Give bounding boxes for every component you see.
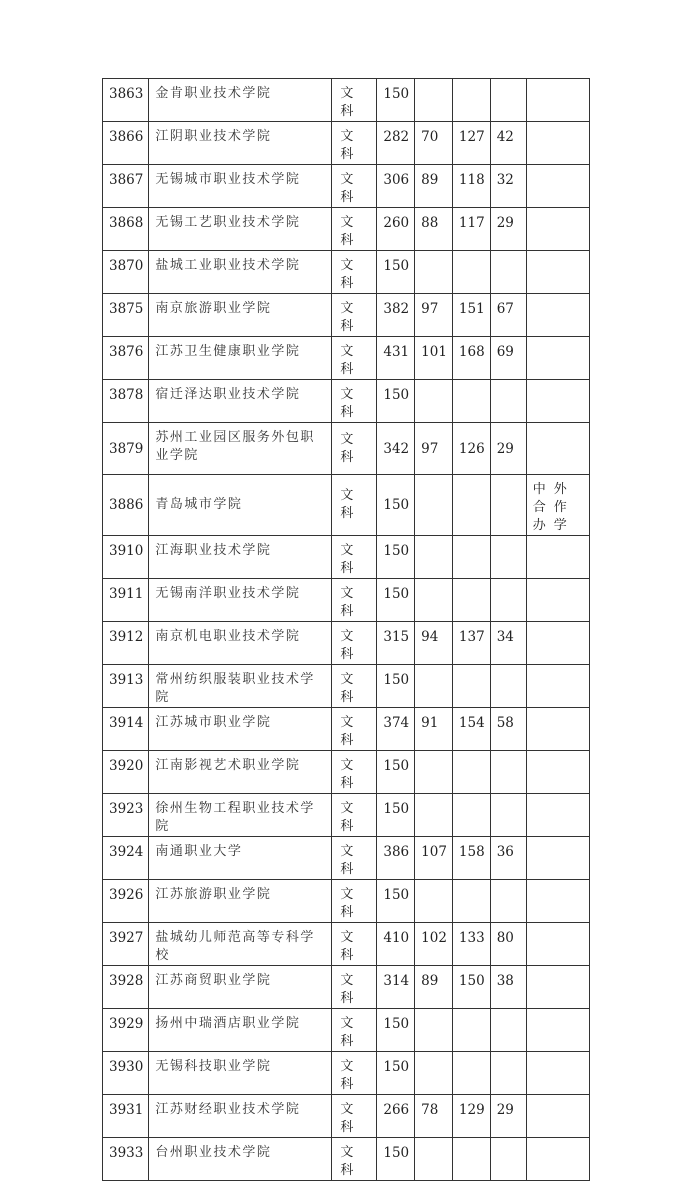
plan-a <box>415 536 453 579</box>
remark <box>526 423 589 475</box>
remark <box>526 79 589 122</box>
plan-a: 97 <box>415 294 453 337</box>
remark <box>526 665 589 708</box>
table-row <box>103 79 590 122</box>
school-code: 3867 <box>103 165 149 208</box>
school-name: 宿迁泽达职业技术学院 <box>149 380 332 423</box>
plan-b: 151 <box>452 294 490 337</box>
plan-b <box>452 794 490 837</box>
total-plan: 150 <box>377 880 415 923</box>
school-code: 3913 <box>103 665 149 708</box>
table-row <box>103 423 590 475</box>
school-code: 3914 <box>103 708 149 751</box>
plan-b: 154 <box>452 708 490 751</box>
school-name: 南京旅游职业学院 <box>149 294 332 337</box>
remark <box>526 708 589 751</box>
plan-a <box>415 751 453 794</box>
school-name: 徐州生物工程职业技术学院 <box>149 794 332 837</box>
table-row <box>103 923 590 966</box>
school-name: 无锡科技职业学院 <box>149 1052 332 1095</box>
plan-c: 67 <box>490 294 526 337</box>
plan-c <box>490 794 526 837</box>
school-code: 3930 <box>103 1052 149 1095</box>
school-name: 江阴职业技术学院 <box>149 122 332 165</box>
subject-type: 文科 <box>332 165 377 208</box>
remark <box>526 380 589 423</box>
school-name: 无锡工艺职业技术学院 <box>149 208 332 251</box>
subject-type: 文科 <box>332 536 377 579</box>
plan-a: 97 <box>415 423 453 475</box>
total-plan: 150 <box>377 1138 415 1181</box>
total-plan: 431 <box>377 337 415 380</box>
subject-type: 文科 <box>332 294 377 337</box>
plan-a: 102 <box>415 923 453 966</box>
plan-a <box>415 380 453 423</box>
subject-type: 文科 <box>332 380 377 423</box>
school-code: 3912 <box>103 622 149 665</box>
plan-c: 29 <box>490 1095 526 1138</box>
plan-a <box>415 251 453 294</box>
table-row <box>103 165 590 208</box>
total-plan: 150 <box>377 579 415 622</box>
plan-a: 89 <box>415 165 453 208</box>
plan-b: 158 <box>452 837 490 880</box>
plan-a: 78 <box>415 1095 453 1138</box>
plan-b <box>452 665 490 708</box>
plan-c: 38 <box>490 966 526 1009</box>
subject-type: 文科 <box>332 966 377 1009</box>
subject-type: 文科 <box>332 475 377 536</box>
plan-a: 91 <box>415 708 453 751</box>
school-code: 3924 <box>103 837 149 880</box>
table-row <box>103 251 590 294</box>
plan-b: 127 <box>452 122 490 165</box>
plan-c <box>490 475 526 536</box>
school-code: 3931 <box>103 1095 149 1138</box>
plan-b <box>452 1009 490 1052</box>
total-plan: 315 <box>377 622 415 665</box>
total-plan: 150 <box>377 536 415 579</box>
remark <box>526 337 589 380</box>
plan-c <box>490 536 526 579</box>
remark <box>526 536 589 579</box>
plan-a <box>415 880 453 923</box>
table-row <box>103 294 590 337</box>
school-code: 3928 <box>103 966 149 1009</box>
school-code: 3868 <box>103 208 149 251</box>
remark <box>526 751 589 794</box>
plan-b: 133 <box>452 923 490 966</box>
plan-a <box>415 1052 453 1095</box>
plan-a <box>415 665 453 708</box>
subject-type: 文科 <box>332 122 377 165</box>
school-name: 无锡城市职业技术学院 <box>149 165 332 208</box>
plan-c <box>490 1138 526 1181</box>
subject-type: 文科 <box>332 1009 377 1052</box>
plan-c <box>490 1052 526 1095</box>
plan-a <box>415 1138 453 1181</box>
school-name: 青岛城市学院 <box>149 475 332 536</box>
table-row <box>103 1009 590 1052</box>
plan-c <box>490 1009 526 1052</box>
remark <box>526 165 589 208</box>
total-plan: 410 <box>377 923 415 966</box>
remark <box>526 837 589 880</box>
plan-c <box>490 380 526 423</box>
plan-c: 29 <box>490 423 526 475</box>
school-name: 盐城工业职业技术学院 <box>149 251 332 294</box>
total-plan: 260 <box>377 208 415 251</box>
table-row <box>103 794 590 837</box>
total-plan: 150 <box>377 1009 415 1052</box>
school-code: 3933 <box>103 1138 149 1181</box>
school-name: 盐城幼儿师范高等专科学校 <box>149 923 332 966</box>
remark <box>526 208 589 251</box>
plan-a <box>415 1009 453 1052</box>
table-row <box>103 751 590 794</box>
table-row <box>103 708 590 751</box>
plan-b <box>452 751 490 794</box>
table-row <box>103 579 590 622</box>
total-plan: 150 <box>377 79 415 122</box>
school-code: 3875 <box>103 294 149 337</box>
subject-type: 文科 <box>332 708 377 751</box>
remark <box>526 1009 589 1052</box>
table-row <box>103 475 590 536</box>
table-row <box>103 837 590 880</box>
school-code: 3920 <box>103 751 149 794</box>
subject-type: 文科 <box>332 837 377 880</box>
remark <box>526 923 589 966</box>
subject-type: 文科 <box>332 923 377 966</box>
plan-b: 129 <box>452 1095 490 1138</box>
school-name: 常州纺织服装职业技术学院 <box>149 665 332 708</box>
table-row <box>103 1138 590 1181</box>
table-row <box>103 337 590 380</box>
plan-b: 137 <box>452 622 490 665</box>
plan-b <box>452 880 490 923</box>
plan-c: 34 <box>490 622 526 665</box>
school-code: 3879 <box>103 423 149 475</box>
subject-type: 文科 <box>332 880 377 923</box>
plan-b: 168 <box>452 337 490 380</box>
plan-b <box>452 380 490 423</box>
table-row <box>103 1052 590 1095</box>
plan-c <box>490 751 526 794</box>
school-name: 南通职业大学 <box>149 837 332 880</box>
school-name: 江苏财经职业技术学院 <box>149 1095 332 1138</box>
school-code: 3910 <box>103 536 149 579</box>
plan-c <box>490 880 526 923</box>
remark <box>526 1138 589 1181</box>
total-plan: 374 <box>377 708 415 751</box>
total-plan: 150 <box>377 380 415 423</box>
plan-a: 70 <box>415 122 453 165</box>
school-code: 3926 <box>103 880 149 923</box>
school-code: 3878 <box>103 380 149 423</box>
school-code: 3863 <box>103 79 149 122</box>
subject-type: 文科 <box>332 751 377 794</box>
school-name: 江苏商贸职业学院 <box>149 966 332 1009</box>
school-name: 江南影视艺术职业学院 <box>149 751 332 794</box>
total-plan: 150 <box>377 251 415 294</box>
subject-type: 文科 <box>332 622 377 665</box>
plan-b <box>452 536 490 579</box>
subject-type: 文科 <box>332 1138 377 1181</box>
subject-type: 文科 <box>332 423 377 475</box>
total-plan: 342 <box>377 423 415 475</box>
remark <box>526 966 589 1009</box>
table-row <box>103 122 590 165</box>
plan-c: 32 <box>490 165 526 208</box>
plan-a <box>415 79 453 122</box>
subject-type: 文科 <box>332 665 377 708</box>
remark <box>526 1095 589 1138</box>
remark <box>526 122 589 165</box>
total-plan: 314 <box>377 966 415 1009</box>
table-row <box>103 966 590 1009</box>
remark <box>526 294 589 337</box>
remark: 中外合作办学 <box>526 475 589 536</box>
plan-b <box>452 251 490 294</box>
remark <box>526 579 589 622</box>
total-plan: 150 <box>377 1052 415 1095</box>
subject-type: 文科 <box>332 337 377 380</box>
school-name: 无锡南洋职业技术学院 <box>149 579 332 622</box>
school-name: 扬州中瑞酒店职业学院 <box>149 1009 332 1052</box>
school-name: 江苏旅游职业学院 <box>149 880 332 923</box>
total-plan: 306 <box>377 165 415 208</box>
school-code: 3886 <box>103 475 149 536</box>
school-code: 3929 <box>103 1009 149 1052</box>
plan-b: 117 <box>452 208 490 251</box>
school-code: 3911 <box>103 579 149 622</box>
plan-b: 126 <box>452 423 490 475</box>
school-name: 南京机电职业技术学院 <box>149 622 332 665</box>
school-name: 金肯职业技术学院 <box>149 79 332 122</box>
plan-c: 69 <box>490 337 526 380</box>
school-code: 3866 <box>103 122 149 165</box>
table-row <box>103 665 590 708</box>
total-plan: 150 <box>377 665 415 708</box>
table-row <box>103 622 590 665</box>
plan-c <box>490 251 526 294</box>
plan-a: 94 <box>415 622 453 665</box>
subject-type: 文科 <box>332 1052 377 1095</box>
subject-type: 文科 <box>332 1095 377 1138</box>
subject-type: 文科 <box>332 208 377 251</box>
school-code: 3927 <box>103 923 149 966</box>
table-row <box>103 880 590 923</box>
total-plan: 386 <box>377 837 415 880</box>
plan-a: 88 <box>415 208 453 251</box>
remark <box>526 622 589 665</box>
plan-b <box>452 1052 490 1095</box>
table-row <box>103 536 590 579</box>
school-name: 台州职业技术学院 <box>149 1138 332 1181</box>
total-plan: 266 <box>377 1095 415 1138</box>
plan-a: 107 <box>415 837 453 880</box>
table-row <box>103 1095 590 1138</box>
admission-table <box>102 78 590 1181</box>
total-plan: 282 <box>377 122 415 165</box>
school-code: 3923 <box>103 794 149 837</box>
plan-c: 42 <box>490 122 526 165</box>
subject-type: 文科 <box>332 579 377 622</box>
school-name: 苏州工业园区服务外包职业学院 <box>149 423 332 475</box>
total-plan: 150 <box>377 751 415 794</box>
plan-b <box>452 1138 490 1181</box>
plan-b: 150 <box>452 966 490 1009</box>
school-code: 3870 <box>103 251 149 294</box>
plan-a <box>415 475 453 536</box>
remark <box>526 1052 589 1095</box>
plan-c <box>490 579 526 622</box>
table-row <box>103 380 590 423</box>
school-name: 江苏城市职业学院 <box>149 708 332 751</box>
plan-b <box>452 475 490 536</box>
total-plan: 382 <box>377 294 415 337</box>
plan-c: 80 <box>490 923 526 966</box>
plan-a: 89 <box>415 966 453 1009</box>
plan-b <box>452 79 490 122</box>
plan-a <box>415 579 453 622</box>
plan-c: 29 <box>490 208 526 251</box>
plan-c <box>490 79 526 122</box>
subject-type: 文科 <box>332 794 377 837</box>
subject-type: 文科 <box>332 251 377 294</box>
remark <box>526 794 589 837</box>
remark <box>526 880 589 923</box>
total-plan: 150 <box>377 475 415 536</box>
plan-c: 36 <box>490 837 526 880</box>
total-plan: 150 <box>377 794 415 837</box>
school-code: 3876 <box>103 337 149 380</box>
plan-c <box>490 665 526 708</box>
plan-a: 101 <box>415 337 453 380</box>
plan-b <box>452 579 490 622</box>
school-name: 江海职业技术学院 <box>149 536 332 579</box>
plan-b: 118 <box>452 165 490 208</box>
subject-type: 文科 <box>332 79 377 122</box>
remark <box>526 251 589 294</box>
plan-a <box>415 794 453 837</box>
table-row <box>103 208 590 251</box>
school-name: 江苏卫生健康职业学院 <box>149 337 332 380</box>
plan-c: 58 <box>490 708 526 751</box>
